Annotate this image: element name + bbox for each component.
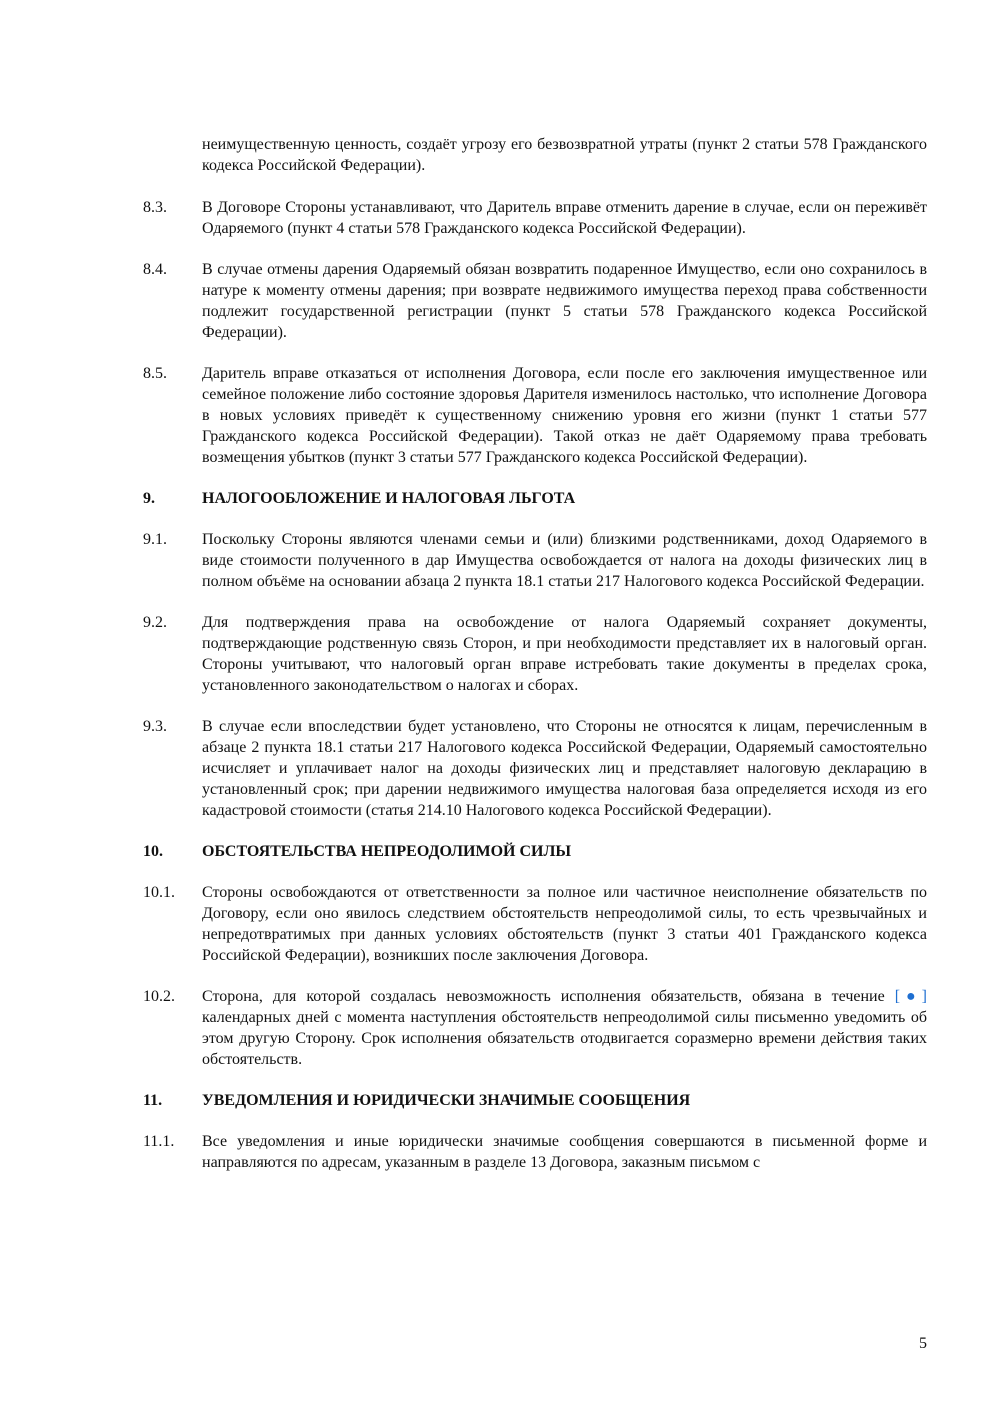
clause-8-4 — [143, 259, 927, 343]
clause-text-before: Сторона, для которой создалась невозможность исполнения обязательств, обязана в течение — [202, 988, 895, 1005]
clause-number: 9.2. — [143, 614, 167, 631]
clause-text: Для подтверждения права на освобождение от налога Одаряемый сохраняет документы, подтверждающие родственную связь Сторон, и при необходимости представляет их в налоговый орган. Стороны учитывают, что налоговый орган вправе истребовать такие документы в пределах срока, установленного законодательством о налогах и сборах. — [202, 614, 927, 694]
clause-11-1 — [143, 1131, 927, 1173]
clause-text: В случае если впоследствии будет установлено, что Стороны не относятся к лицам, перечисленным в абзаце 2 пункта 18.1 статьи 217 Налогового кодекса Российской Федерации, Одаряемый самостоятельно исчисляет и уплачивает налог на доходы физических лиц и представляет налоговую декларацию в установленный срок; при дарении недвижимого имущества налоговая база определяется исходя из его кадастровой стоимости (статья 214.10 Налогового кодекса Российской Федерации). — [202, 718, 927, 819]
clause-text-after: календарных дней с момента наступления обстоятельств непреодолимой силы письменно уведомить об этом другую Сторону. Срок исполнения обязательств отодвигается соразмерно времени действия таких обстоятельств. — [202, 1009, 927, 1068]
clause-text — [202, 986, 927, 1070]
clause-text: Даритель вправе отказаться от исполнения Договора, если после его заключения имущественное или семейное положение либо состояние здоровья Дарителя изменилось настолько, что исполнение Договора в новых условиях приведёт к существенному снижению уровня его жизни (пункт 1 статьи 577 Гражданского кодекса Российской Федерации). Такой отказ не даёт Одаряемому права требовать возмещения убытков (пункт 3 статьи 577 Гражданского кодекса Российской Федерации). — [202, 365, 927, 466]
clause-9-3 — [143, 716, 927, 821]
clause-8-3 — [143, 197, 927, 239]
clause-number: 8.4. — [143, 261, 167, 278]
section-heading-11 — [143, 1090, 927, 1111]
placeholder-field[interactable]: [●] — [894, 988, 927, 1005]
clause-10-1 — [143, 882, 927, 966]
section-title: ОБСТОЯТЕЛЬСТВА НЕПРЕОДОЛИМОЙ СИЛЫ — [202, 843, 572, 860]
clause-number: 11.1. — [143, 1133, 175, 1150]
section-title: УВЕДОМЛЕНИЯ И ЮРИДИЧЕСКИ ЗНАЧИМЫЕ СООБЩЕНИЯ — [202, 1092, 691, 1109]
clause-8-5 — [143, 363, 927, 468]
page-number: 5 — [919, 1335, 927, 1352]
clause-number: 9.3. — [143, 718, 167, 735]
clause-9-2 — [143, 612, 927, 696]
clause-text: Поскольку Стороны являются членами семьи и (или) близкими родственниками, доход Одаряемого в виде стоимости полученного в дар Имущества освобождается от налога на доходы физических лиц в полном объёме на основании абзаца 2 пункта 18.1 статьи 217 Налогового кодекса Российской Федерации. — [202, 531, 927, 590]
document-body — [143, 118, 927, 1193]
clause-text: В случае отмены дарения Одаряемый обязан возвратить подаренное Имущество, если оно сохранилось в натуре к моменту отмены дарения; при возврате недвижимого имущества переход права собственности подлежит государственной регистрации (пункт 5 статьи 578 Гражданского кодекса Российской Федерации). — [202, 261, 927, 341]
clause-number: 9.1. — [143, 531, 167, 548]
section-number: 10. — [143, 843, 163, 860]
clause-number: 8.5. — [143, 365, 167, 382]
clause-text: В Договоре Стороны устанавливают, что Даритель вправе отменить дарение в случае, если он переживёт Одаряемого (пункт 4 статьи 578 Гражданского кодекса Российской Федерации). — [202, 199, 927, 237]
clause-number: 10.1. — [143, 884, 175, 901]
continuation-paragraph: неимущественную ценность, создаёт угрозу его безвозвратной утраты (пункт 2 статьи 578 Гражданского кодекса Российской Федерации). — [202, 136, 927, 174]
section-heading-10 — [143, 841, 927, 862]
clause-number: 10.2. — [143, 988, 175, 1005]
section-number: 11. — [143, 1092, 163, 1109]
clause-10-2 — [143, 986, 927, 1070]
clause-number: 8.3. — [143, 199, 167, 216]
clause-text: Стороны освобождаются от ответственности за полное или частичное неисполнение обязательств по Договору, если оно явилось следствием обстоятельств непреодолимой силы, то есть чрезвычайных и непредотвратимых при данных условиях обстоятельств (пункт 3 статьи 401 Гражданского кодекса Российской Федерации), возникших после заключения Договора. — [202, 884, 927, 964]
clause-text: Все уведомления и иные юридически значимые сообщения совершаются в письменной форме и направляются по адресам, указанным в разделе 13 Договора, заказным письмом с — [202, 1133, 927, 1171]
section-title: НАЛОГООБЛОЖЕНИЕ И НАЛОГОВАЯ ЛЬГОТА — [202, 490, 576, 507]
section-number: 9. — [143, 490, 155, 507]
clause-9-1 — [143, 529, 927, 592]
section-heading-9 — [143, 488, 927, 509]
